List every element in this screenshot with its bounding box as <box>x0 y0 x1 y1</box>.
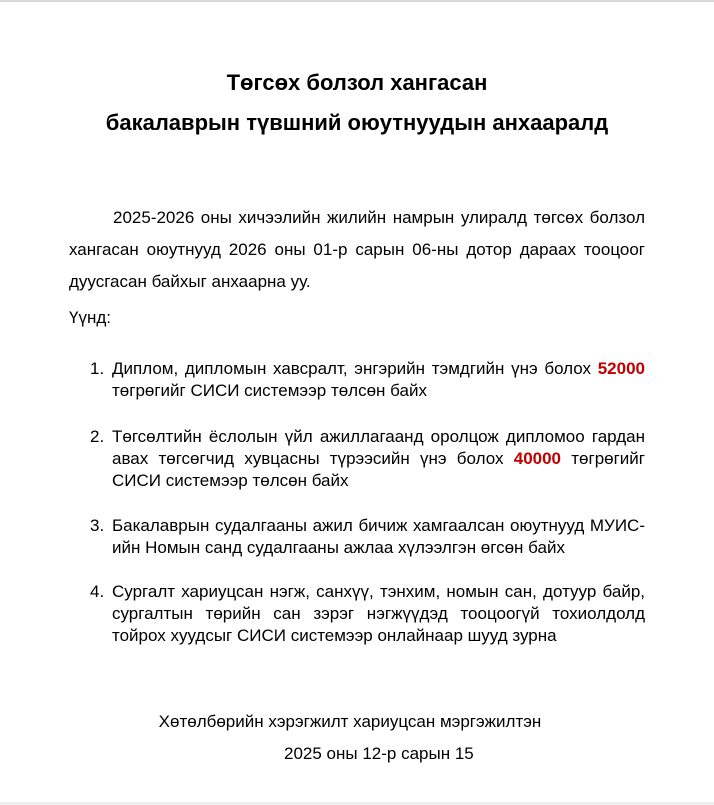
list-item <box>90 515 645 559</box>
document-title-line-1: Төгсөх болзол хангасан <box>226 70 488 95</box>
document-title-line-2: бакалаврын түвшний оюутнуудын анхааралд <box>105 110 609 135</box>
list-item-text: Бакалаврын судалгааны ажил бичиж хамгаалсан оюутнууд МУИС-ийн Номын санд судалгааны ажлаа хүлээлгэн өгсөн байх <box>112 516 645 557</box>
list-item-number: 3. <box>90 516 105 535</box>
list-item <box>90 358 645 402</box>
list-item-text-after: төгрөгийг СИСИ системээр төлсөн байх <box>112 381 427 400</box>
list-item-number: 2. <box>90 427 105 446</box>
list-item-text-after: төгрөгийг СИСИ системээр төлсөн байх <box>112 449 645 490</box>
list-heading: Үүнд: <box>69 308 111 327</box>
list-item-text-before: Төгсөлтийн ёслолын үйл ажиллагаанд оролцож дипломоо гардан авах төгсөгчид хувцасны түрээсийн үнэ болох <box>112 427 645 468</box>
signer-title: Хөтөлбөрийн хэрэгжилт хариуцсан мэргэжилтэн <box>158 712 542 731</box>
list-item-text <box>112 358 645 402</box>
list-item-text <box>112 426 645 492</box>
amount-highlight: 52000 <box>597 359 645 378</box>
signature-date: 2025 оны 12-р сарын 15 <box>284 744 474 763</box>
amount-highlight: 40000 <box>513 449 562 468</box>
list-item <box>90 426 645 492</box>
list-item-number: 1. <box>90 359 105 378</box>
list-item-number: 4. <box>90 582 105 601</box>
intro-paragraph: 2025-2026 оны хичээлийн жилийн намрын улиралд төгсөх болзол хангасан оюутнууд 2026 оны 01-р сарын 06-ны дотор дараах тооцоог дуусгасан байхыг анхаарна уу. <box>69 208 645 291</box>
list-item-text-before: Диплом, дипломын хавсралт, энгэрийн тэмдгийн үнэ болох <box>112 359 598 378</box>
list-item-text: Сургалт хариуцсан нэгж, санхүү, тэнхим, номын сан, дотуур байр, сургалтын төрийн сан зэрэг нэгжүүдэд тооцоогүй тохиолдолд тойрох хуудсыг СИСИ системээр онлайнаар шууд зурна <box>112 582 645 645</box>
list-item <box>90 581 645 647</box>
